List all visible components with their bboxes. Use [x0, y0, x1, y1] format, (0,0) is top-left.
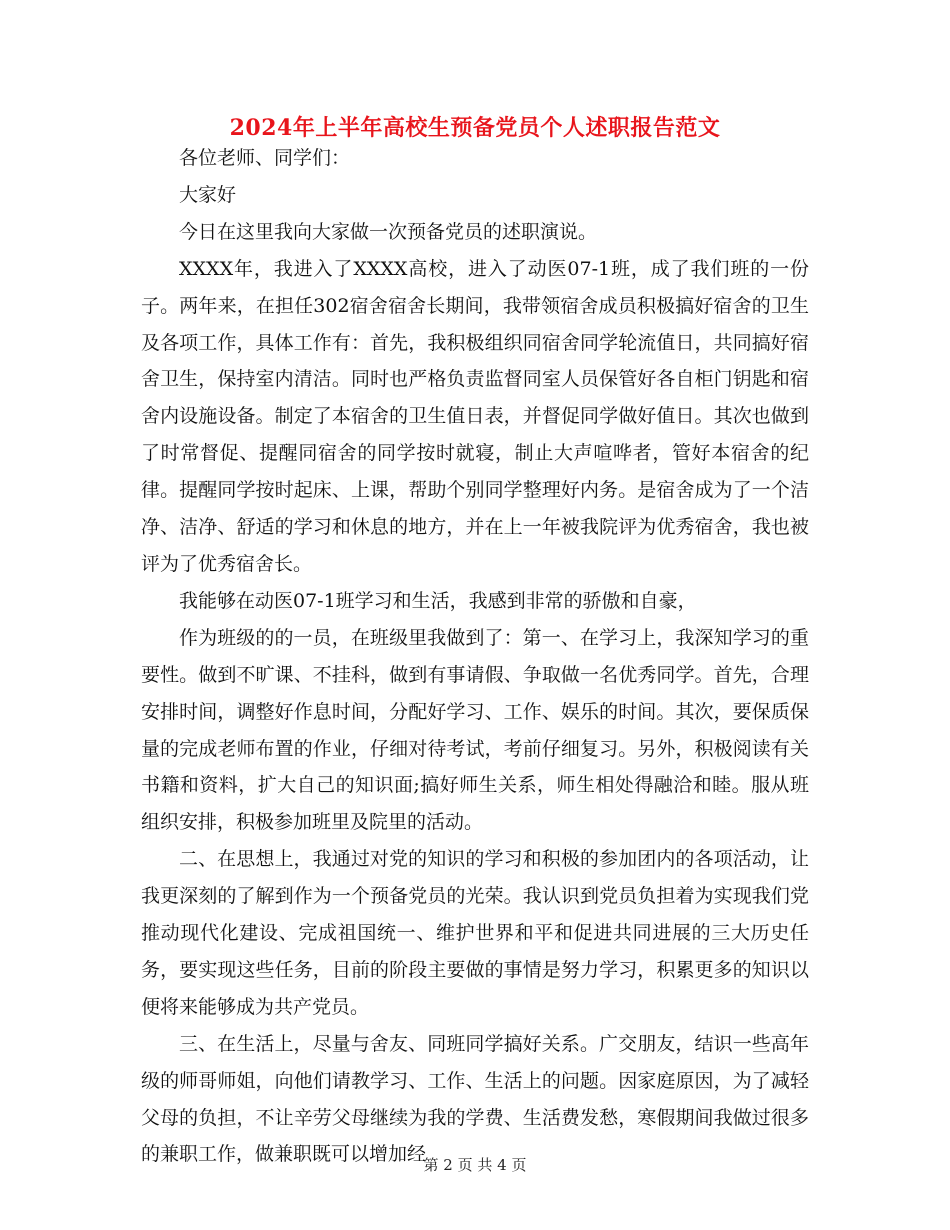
page-number-footer: 第 2 页 共 4 页 [423, 1156, 527, 1174]
document-body [141, 140, 809, 1173]
paragraph-dorm-leader: XXXX年，我进入了XXXX高校，进入了动医07-1班，成了我们班的一份子。两年来，在担任302宿舍宿舍长期间，我带领宿舍成员积极搞好宿舍的卫生及各项工作，具体工作有：首先，我积极组织同宿舍同学轮流值日，共同搞好宿舍卫生，保持室内清洁。同时也严格负责监督同室人员保管好各自柜门钥匙和宿舍内设施设备。制定了本宿舍的卫生值日表，并督促同学做好值日。其次也做到了时常督促、提醒同宿舍的同学按时就寝，制止大声喧哗者，管好本宿舍的纪律。提醒同学按时起床、上课，帮助个别同学整理好内务。是宿舍成为了一个洁净、洁净、舒适的学习和休息的地方，并在上一年被我院评为优秀宿舍，我也被评为了优秀宿舍长。 [141, 257, 809, 575]
paragraph-life: 三、在生活上，尽量与舍友、同班同学搞好关系。广交朋友，结识一些高年级的师哥师姐，向他们请教学习、工作、生活上的问题。因家庭原因，为了减轻父母的负担，不让辛劳父母继续为我的学费、生活费发愁，寒假期间我做过很多的兼职工作，做兼职既可以增加经 [141, 1032, 809, 1166]
paragraph-thought: 二、在思想上，我通过对党的知识的学习和积极的参加团内的各项活动，让我更深刻的了解到作为一个预备党员的光荣。我认识到党员负担着为实现我们党推动现代化建设、完成祖国统一、维护世界和平和促进共同进展的三大历史任务，要实现这些任务，目前的阶段主要做的事情是努力学习，积累更多的知识以便将来能够成为共产党员。 [141, 848, 809, 1018]
paragraph-greeting: 各位老师、同学们： [179, 147, 351, 169]
paragraph-hello: 大家好 [179, 183, 237, 206]
paragraph-class-pride: 我能够在动医07-1班学习和生活，我感到非常的骄傲和自豪， [179, 589, 697, 612]
document-title: 2024年上半年高校生预备党员个人述职报告范文 [229, 115, 721, 141]
paragraph-intro: 今日在这里我向大家做一次预备党员的述职演说。 [179, 220, 598, 243]
paragraph-study: 作为班级的的一员，在班级里我做到了：第一、在学习上，我深知学习的重要性。做到不旷课、不挂科，做到有事请假、争取做一名优秀同学。首先，合理安排时间，调整好作息时间，分配好学习、工作、娱乐的时间。其次，要保质保量的完成老师布置的作业，仔细对待考试，考前仔细复习。另外，积极阅读有关书籍和资料，扩大自己的知识面;搞好师生关系，师生相处得融洽和睦。服从班组织安排，积极参加班里及院里的活动。 [141, 626, 809, 834]
